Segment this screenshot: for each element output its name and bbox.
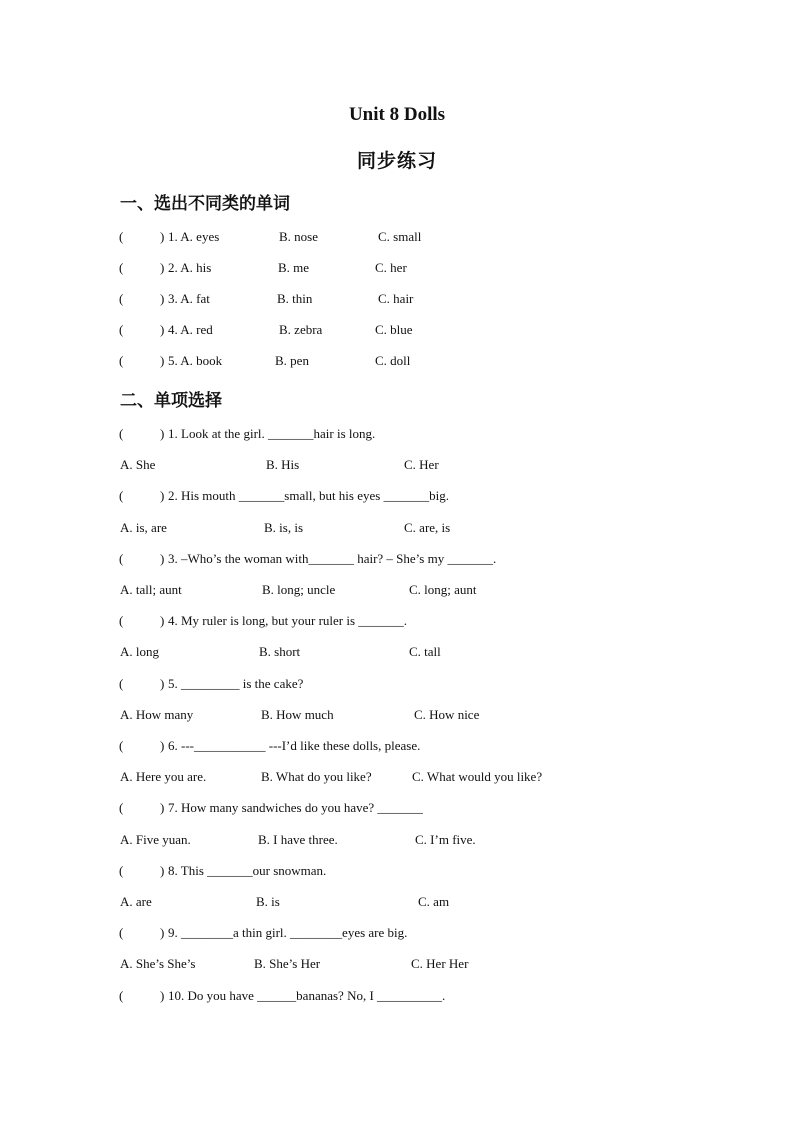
answer-paren-open: ( <box>119 676 124 691</box>
answer-paren-close: ) <box>160 291 165 306</box>
options-line <box>0 644 794 664</box>
question-line <box>0 551 794 571</box>
option-c: C. long; aunt <box>409 582 477 597</box>
option-a: A. is, are <box>120 520 167 535</box>
question-text: 4. My ruler is long, but your ruler is _______. <box>168 613 408 628</box>
option-a: A. Five yuan. <box>120 832 191 847</box>
question-line <box>0 863 794 883</box>
option-a: 3. A. fat <box>168 291 210 306</box>
option-a: 4. A. red <box>168 322 213 337</box>
option-c: C. hair <box>378 291 414 306</box>
answer-paren-close: ) <box>160 613 165 628</box>
question-line <box>0 988 794 1008</box>
answer-paren-open: ( <box>119 738 124 753</box>
option-c: C. I’m five. <box>415 832 476 847</box>
question-text: 5. _________ is the cake? <box>168 676 304 691</box>
option-b: B. She’s Her <box>254 956 321 971</box>
answer-paren-open: ( <box>119 426 124 441</box>
question-line <box>0 800 794 820</box>
option-c: C. am <box>418 894 450 909</box>
option-c: C. small <box>378 229 422 244</box>
answer-paren-close: ) <box>160 229 165 244</box>
section-2-heading: 二、单项选择 <box>120 391 222 411</box>
option-c: C. blue <box>375 322 413 337</box>
question-text: 1. Look at the girl. _______hair is long. <box>168 426 376 441</box>
option-b: B. His <box>266 457 300 472</box>
question-text: 6. ---___________ ---I’d like these dolls, please. <box>168 738 421 753</box>
option-a: A. She <box>120 457 156 472</box>
answer-paren-open: ( <box>119 863 124 878</box>
option-b: B. pen <box>275 353 309 368</box>
word-item <box>0 229 794 249</box>
option-b: B. thin <box>277 291 313 306</box>
option-a: 1. A. eyes <box>168 229 220 244</box>
option-a: A. Here you are. <box>120 769 207 784</box>
page-title: Unit 8 Dolls <box>348 104 446 125</box>
question-line <box>0 676 794 696</box>
answer-paren-close: ) <box>160 488 165 503</box>
answer-paren-close: ) <box>160 322 165 337</box>
answer-paren-close: ) <box>160 426 165 441</box>
option-a: A. are <box>120 894 152 909</box>
option-c: C. doll <box>375 353 411 368</box>
options-line <box>0 894 794 914</box>
option-b: B. How much <box>261 707 334 722</box>
answer-paren-close: ) <box>160 988 165 1003</box>
answer-paren-open: ( <box>119 322 124 337</box>
answer-paren-close: ) <box>160 800 165 815</box>
option-b: B. short <box>259 644 301 659</box>
option-b: B. is <box>256 894 280 909</box>
answer-paren-open: ( <box>119 229 124 244</box>
answer-paren-open: ( <box>119 291 124 306</box>
option-c: C. are, is <box>404 520 451 535</box>
section-1-heading: 一、选出不同类的单词 <box>120 194 290 214</box>
option-b: B. long; uncle <box>262 582 336 597</box>
option-a: A. long <box>120 644 159 659</box>
option-b: B. is, is <box>264 520 304 535</box>
word-item <box>0 291 794 311</box>
word-item <box>0 322 794 342</box>
options-line <box>0 832 794 852</box>
options-line <box>0 457 794 477</box>
question-text: 8. This _______our snowman. <box>168 863 327 878</box>
answer-paren-close: ) <box>160 676 165 691</box>
question-text: 3. –Who’s the woman with_______ hair? – She’s my _______. <box>168 551 497 566</box>
answer-paren-open: ( <box>119 800 124 815</box>
option-c: C. tall <box>409 644 441 659</box>
answer-paren-open: ( <box>119 988 124 1003</box>
answer-paren-open: ( <box>119 260 124 275</box>
answer-paren-close: ) <box>160 738 165 753</box>
option-c: C. How nice <box>414 707 480 722</box>
question-text: 9. ________a thin girl. ________eyes are big. <box>168 925 408 940</box>
answer-paren-open: ( <box>119 613 124 628</box>
option-b: B. I have three. <box>258 832 338 847</box>
option-c: C. Her <box>404 457 439 472</box>
option-b: B. me <box>278 260 310 275</box>
answer-paren-close: ) <box>160 353 165 368</box>
question-line <box>0 426 794 446</box>
page-subtitle: 同步练习 <box>356 150 437 172</box>
answer-paren-open: ( <box>119 353 124 368</box>
option-b: B. zebra <box>279 322 323 337</box>
option-b: B. What do you like? <box>261 769 372 784</box>
answer-paren-close: ) <box>160 863 165 878</box>
option-a: 5. A. book <box>168 353 223 368</box>
options-line <box>0 956 794 976</box>
answer-paren-close: ) <box>160 260 165 275</box>
option-a: A. tall; aunt <box>120 582 182 597</box>
option-a: A. She’s She’s <box>120 956 196 971</box>
question-text: 2. His mouth _______small, but his eyes _______big. <box>168 488 449 503</box>
options-line <box>0 769 794 789</box>
answer-paren-open: ( <box>119 925 124 940</box>
options-line <box>0 520 794 540</box>
question-text: 10. Do you have ______bananas? No, I __________. <box>168 988 446 1003</box>
question-text: 7. How many sandwiches do you have? _______ <box>168 800 423 815</box>
option-a: A. How many <box>120 707 194 722</box>
question-line <box>0 738 794 758</box>
word-item <box>0 353 794 373</box>
answer-paren-close: ) <box>160 551 165 566</box>
word-item <box>0 260 794 280</box>
question-line <box>0 925 794 945</box>
option-a: 2. A. his <box>168 260 212 275</box>
option-c: C. What would you like? <box>412 769 543 784</box>
option-b: B. nose <box>279 229 318 244</box>
option-c: C. her <box>375 260 407 275</box>
options-line <box>0 707 794 727</box>
answer-paren-open: ( <box>119 488 124 503</box>
options-line <box>0 582 794 602</box>
answer-paren-open: ( <box>119 551 124 566</box>
question-line <box>0 613 794 633</box>
option-c: C. Her Her <box>411 956 469 971</box>
question-line <box>0 488 794 508</box>
answer-paren-close: ) <box>160 925 165 940</box>
